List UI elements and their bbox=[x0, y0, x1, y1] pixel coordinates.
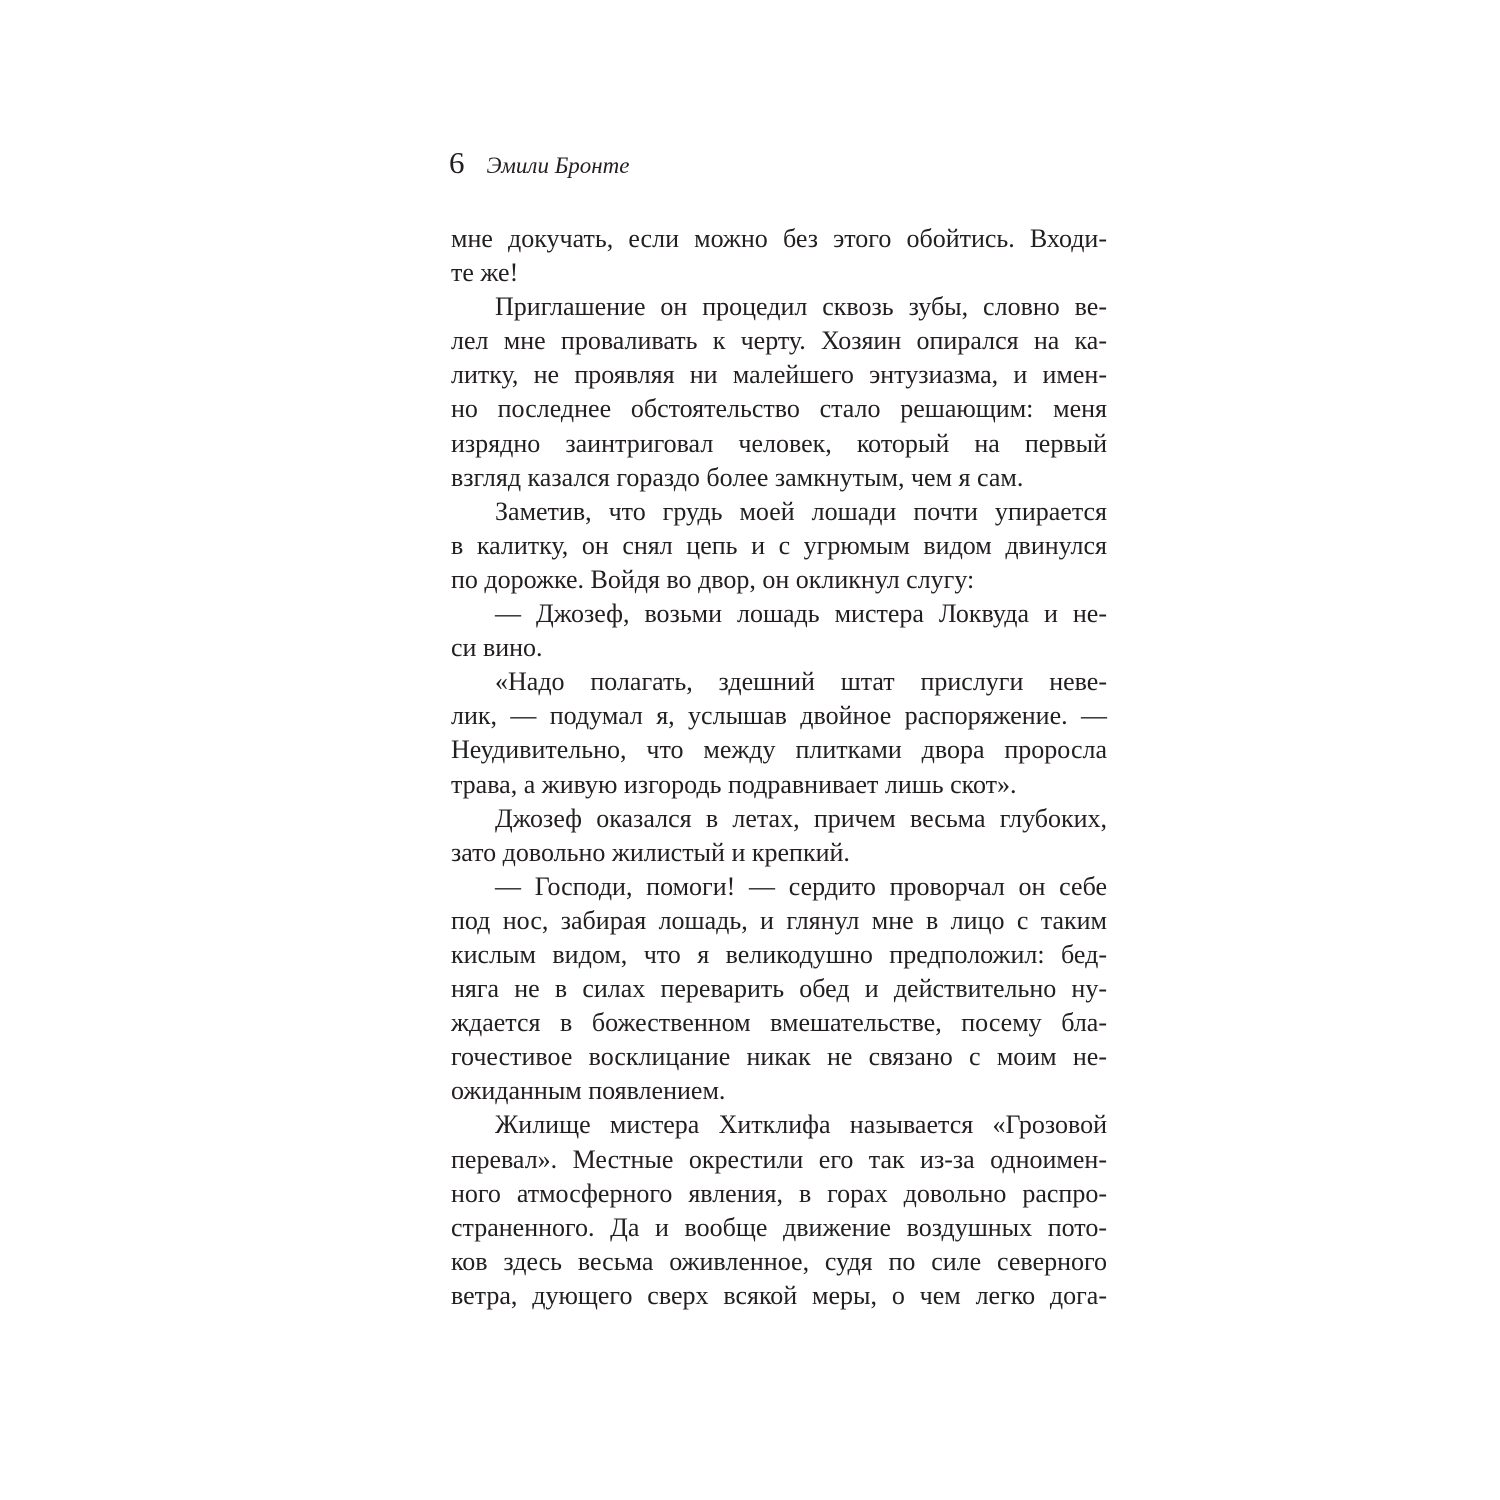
text-line: Джозеф оказался в летах, причем весьма глубоких, bbox=[495, 803, 1107, 833]
text-line: зато довольно жилистый и крепкий. bbox=[451, 837, 850, 867]
text-line: мне докучать, если можно без этого обойтись. Входи- bbox=[451, 224, 1107, 253]
text-line: «Надо полагать, здешний штат прислуги неве- bbox=[495, 667, 1107, 697]
text-line: трава, а живую изгородь подравнивает лишь скот». bbox=[451, 769, 1017, 799]
text-line: в калитку, он снял цепь и с угрюмым видом двинулся bbox=[451, 530, 1107, 560]
text-line: взгляд казался гораздо более замкнутым, чем я сам. bbox=[451, 462, 1024, 492]
text-line: Жилище мистера Хитклифа называется «Грозовой bbox=[495, 1110, 1107, 1140]
text-line: ждается в божественном вмешательстве, посему бла- bbox=[451, 1008, 1107, 1038]
text-line: лик, — подумал я, услышав двойное распоряжение. — bbox=[451, 701, 1107, 731]
running-head bbox=[449, 141, 630, 185]
text-line: си вино. bbox=[451, 633, 543, 663]
text-line: Неудивительно, что между плитками двора проросла bbox=[451, 735, 1107, 765]
running-head-title: Эмили Бронте bbox=[486, 153, 630, 178]
text-line: те же! bbox=[451, 258, 519, 288]
text-line: перевал». Местные окрестили его так из-за одноимен- bbox=[451, 1144, 1107, 1174]
page-number: 6 bbox=[449, 145, 465, 180]
text-line: ветра, дующего сверх всякой меры, о чем легко дога- bbox=[451, 1280, 1107, 1310]
text-line: ного атмосферного явления, в горах довольно распро- bbox=[451, 1178, 1107, 1208]
text-line: под нос, забирая лошадь, и глянул мне в лицо с таким bbox=[451, 905, 1107, 935]
text-line: ков здесь весьма оживленное, судя по силе северного bbox=[451, 1246, 1107, 1276]
text-line: Приглашение он процедил сквозь зубы, словно ве- bbox=[495, 292, 1107, 322]
text-line: страненного. Да и вообще движение воздушных пото- bbox=[451, 1212, 1107, 1242]
text-line: изрядно заинтриговал человек, который на первый bbox=[451, 428, 1107, 458]
text-line: лел мне проваливать к черту. Хозяин опирался на ка- bbox=[451, 326, 1107, 356]
text-line: Заметив, что грудь моей лошади почти упирается bbox=[495, 496, 1107, 526]
text-line: — Джозеф, возьми лошадь мистера Локвуда и не- bbox=[495, 599, 1107, 629]
text-line: кислым видом, что я великодушно предположил: бед- bbox=[451, 939, 1107, 969]
text-line: няга не в силах переварить обед и действительно ну- bbox=[451, 974, 1107, 1004]
text-line: гочестивое восклицание никак не связано с моим не- bbox=[451, 1042, 1107, 1072]
body-text bbox=[451, 222, 1107, 1313]
text-line: ожиданным появлением. bbox=[451, 1076, 726, 1106]
text-line: — Господи, помоги! — сердито проворчал он себе bbox=[495, 871, 1107, 901]
text-line: но последнее обстоятельство стало решающим: меня bbox=[451, 394, 1107, 424]
text-line: литку, не проявляя ни малейшего энтузиазма, и имен- bbox=[451, 360, 1107, 390]
text-line: по дорожке. Войдя во двор, он окликнул слугу: bbox=[451, 564, 975, 594]
